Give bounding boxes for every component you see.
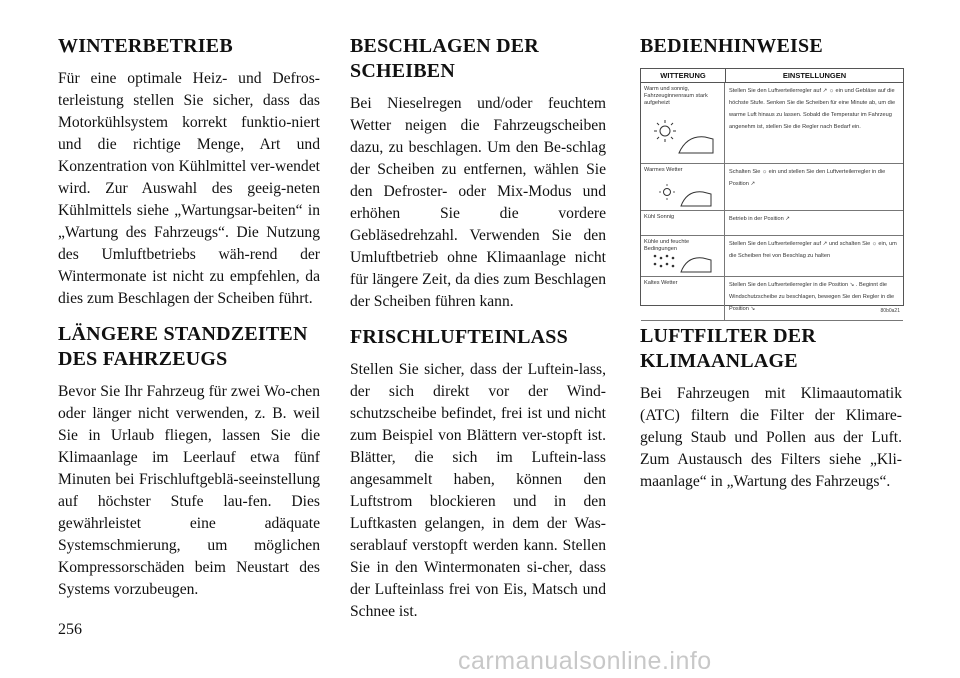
rain-car-icon [647, 250, 717, 274]
heading-bedienhinweise: BEDIENHINWEISE [640, 35, 823, 57]
table-row [641, 164, 903, 211]
row-weather: Warm und sonnig, Fahrzeuginnenraum stark aufgeheizt [644, 86, 708, 106]
table-row [641, 236, 903, 277]
watermark: carmanualsonline.info [458, 647, 712, 675]
column-middle [350, 34, 606, 623]
header-witterung: WITTERUNG [641, 69, 726, 82]
row-weather: Kühl Sonnig [641, 211, 725, 235]
row-weather: Kaltes Wetter [641, 277, 725, 320]
paragraph-frischluft: Stellen Sie sicher, dass der Luftein-lass, der sich direkt vor der Wind-schutzscheibe befindet, frei ist und nicht zum Beispiel von Blättern ver-stopft ist. Blätter, die sich im Luftein-lass angesammelt haben, können den Luftstrom blockieren und in den Luftkasten gelangen, in dem der Was-serablauf verstopft werden kann. Stellen Sie in den Wintermonaten si-cher, dass der Lufteinlass frei von Eis, Matsch und Schnee ist. [350, 361, 606, 620]
row-weather: Warmes Wetter [644, 167, 683, 173]
paragraph-winterbetrieb: Für eine optimale Heiz- und Defros-terleistung stellen Sie sicher, dass das Motorkühlsystem korrekt funktio-niert und die richtige Menge, Art und Konzentration von Kühlmittel ver-wendet wird. Zur Auswahl des geeig-neten Kühlmittels siehe „Wartungsar-beiten“ in „Wartung des Fahrzeugs“. Die Nutzung des Umluftbetriebs wäh-rend der Wintermonate ist nicht zu empfehlen, da dies zum Beschlagen der Scheiben führt. [58, 70, 320, 307]
heading-standzeiten: LÄNGERE STANDZEITEN DES FAHRZEUGS [58, 323, 308, 370]
figure-code: 80b0a21 [880, 308, 900, 314]
hot-sun-car-icon [647, 117, 717, 159]
paragraph-standzeiten: Bevor Sie Ihr Fahrzeug für zwei Wo-chen oder länger nicht verwenden, z. B. weil Sie in Urlaub fliegen, lassen Sie die Klimaanlage im Leerlauf etwa fünf Minuten bei Frischluftgeblä-seeinstellung auf höchster Stufe lau-fen. Dies gewährleistet eine adäquate Systemschmierung, um möglichen Kompressorschäden beim Neustart des Systems vorzubeugen. [58, 383, 320, 598]
paragraph-luftfilter: Bei Fahrzeugen mit Klimaautomatik (ATC) filtern die Filter der Klimare-gelung Staub und Pollen aus der Luft. Zum Austausch des Filters siehe „Kli-maanlage“ in „Wartung des Fahrzeugs“. [640, 385, 902, 490]
paragraph-beschlagen: Bei Nieselregen und/oder feuchtem Wetter neigen die Fahrzeugscheiben dazu, zu beschlagen. Um den Be-schlag der Scheiben zu entfernen, wählen Sie den Defroster- oder Mix-Modus und erhöhen Sie die vordere Gebläsedrehzahl. Verwenden Sie den Umluftbetrieb ohne Klimaanlage nicht für längere Zeit, da dies zum Beschlagen der Scheiben führen kann. [350, 95, 606, 310]
heading-frischluft: FRISCHLUFTEINLASS [350, 326, 568, 348]
header-einstellungen: EINSTELLUNGEN [782, 71, 847, 80]
table-row [641, 83, 903, 164]
row-setting: Stellen Sie den Luftverteilerregler auf ↗ und schalten Sie ☼ ein, um die Scheiben frei von Beschlag zu halten [729, 241, 897, 259]
row-setting: Stellen Sie den Luftverteilerregler in die Position ↘ . Beginnt die Windschutzscheibe zu beschlagen, bewegen Sie den Regler in die Position ↘ [729, 282, 895, 312]
column-left [58, 34, 320, 601]
row-setting: Schalten Sie ☼ ein und stellen Sie den Luftverteilerregler in die Position ↗ [729, 169, 886, 187]
page-number: 256 [58, 621, 82, 638]
row-setting: Stellen Sie den Luftverteilerregler auf ↗ ☼ ein und Gebläse auf die höchste Stufe. Senken Sie die Scheiben für eine Minute ab, um die warme Luft hinaus zu lassen. Sobald die Temperatur im Fahrzeug angenehm ist, stellen Sie die Regler nach Bedarf ein. [729, 88, 896, 130]
table-header [641, 69, 903, 83]
row-setting: Betrieb in der Position ↗ [729, 216, 790, 222]
climate-settings-table [640, 68, 904, 314]
table-row [641, 277, 903, 321]
heading-beschlagen: BESCHLAGEN DER SCHEIBEN [350, 35, 539, 82]
column-right [640, 34, 902, 493]
row-weather: Kühle und feuchte Bedingungen [644, 239, 690, 252]
heading-luftfilter: LUFTFILTER DER KLIMAANLAGE [640, 325, 816, 372]
table-row [641, 211, 903, 236]
sun-car-icon [647, 180, 717, 208]
heading-winterbetrieb: WINTERBETRIEB [58, 35, 233, 57]
